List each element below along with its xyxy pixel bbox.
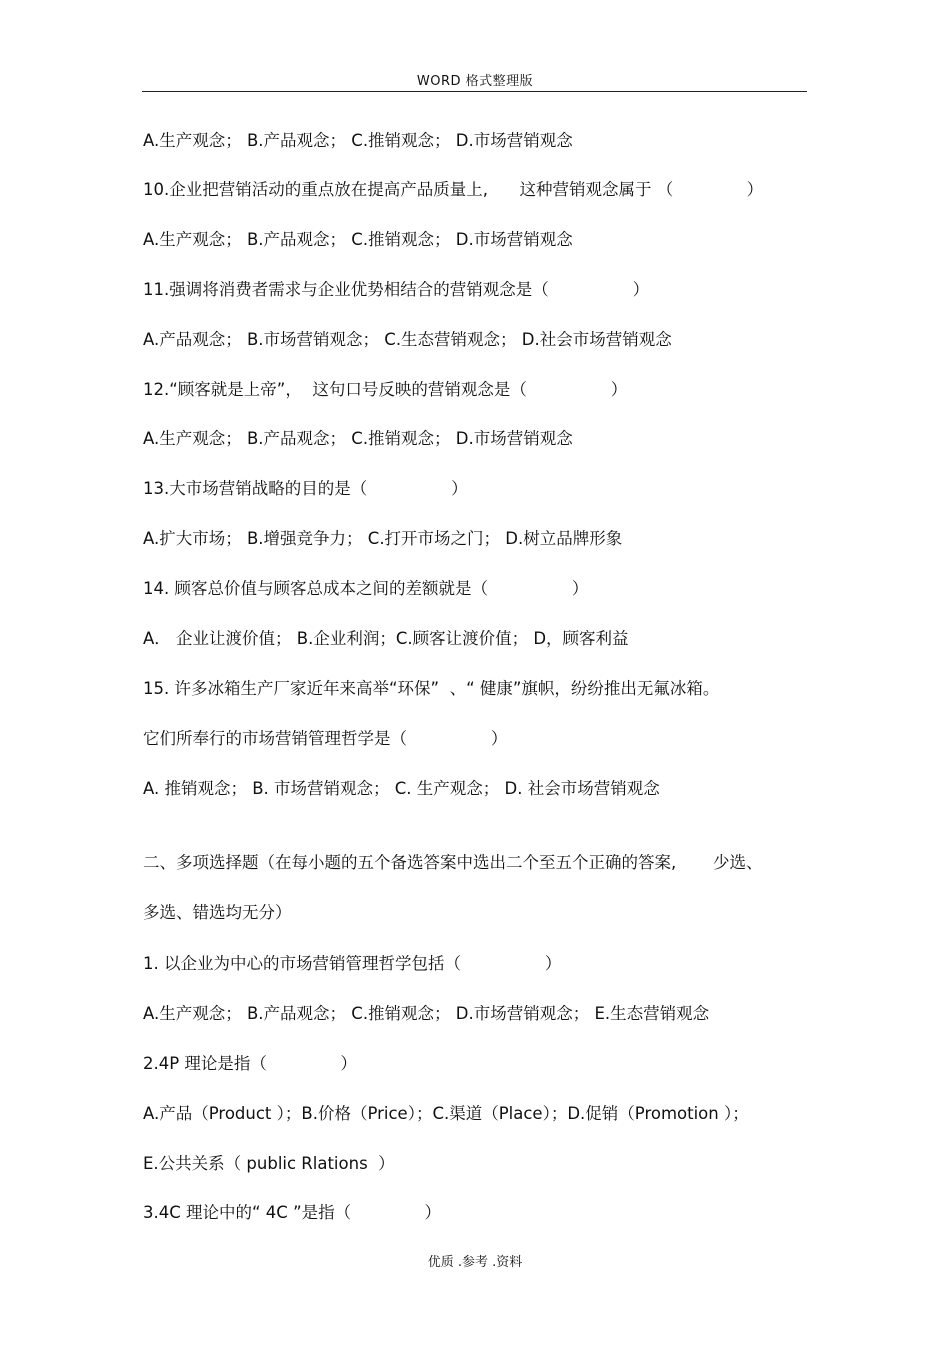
answer-options-q13: A.扩大市场； B.增强竞争力； C.打开市场之门； D.树立品牌形象 <box>143 529 623 548</box>
answer-options-q14: A． 企业让渡价值； B.企业利润；C.顾客让渡价值； D，顾客利益 <box>143 629 629 648</box>
section-heading-line-2: 多选、错选均无分） <box>143 903 292 922</box>
answer-options-q11: A.产品观念； B.市场营销观念； C.生态营销观念； D.社会市场营销观念 <box>143 330 672 349</box>
question-15-line-1: 15. 许多冰箱生产厂家近年来高举“环保” 、“ 健康”旗帜，纷纷推出无氟冰箱。 <box>143 679 720 698</box>
question-15-line-2: 它们所奉行的市场营销管理哲学是（ ） <box>143 729 508 748</box>
answer-options-mq2-line-2: E.公共关系（ public Rlations ） <box>143 1154 395 1173</box>
question-11: 11.强调将消费者需求与企业优势相结合的营销观念是（ ） <box>143 280 650 299</box>
question-12: 12.“顾客就是上帝”， 这句口号反映的营销观念是（ ） <box>143 380 628 399</box>
answer-options-q15: A. 推销观念； B. 市场营销观念； C. 生产观念； D. 社会市场营销观念 <box>143 779 660 798</box>
multi-question-3: 3.4C 理论中的“ 4C ”是指（ ） <box>143 1203 442 1222</box>
answer-options-q12: A.生产观念； B.产品观念； C.推销观念； D.市场营销观念 <box>143 429 573 448</box>
answer-options-q10: A.生产观念； B.产品观念； C.推销观念； D.市场营销观念 <box>143 230 573 249</box>
header-rule <box>142 91 807 92</box>
multi-question-1: 1. 以企业为中心的市场营销管理哲学包括（ ） <box>143 954 562 973</box>
question-14: 14. 顾客总价值与顾客总成本之间的差额就是（ ） <box>143 579 589 598</box>
section-heading-line-1: 二、多项选择题（在每小题的五个备选答案中选出二个至五个正确的答案, 少选、 <box>143 853 763 872</box>
answer-options-mq1: A.生产观念； B.产品观念； C.推销观念； D.市场营销观念； E.生态营销观念 <box>143 1004 710 1023</box>
answer-options-q9: A.生产观念； B.产品观念； C.推销观念； D.市场营销观念 <box>143 131 573 150</box>
page-header: WORD 格式整理版 <box>416 74 534 89</box>
question-10: 10.企业把营销活动的重点放在提高产品质量上, 这种营销观念属于 （ ） <box>143 180 764 199</box>
answer-options-mq2-line-1: A.产品（Product ）；B.价格（Price）；C.渠道（Place）；D.促销（Promotion ）； <box>143 1104 749 1123</box>
multi-question-2: 2.4P 理论是指（ ） <box>143 1054 357 1073</box>
question-13: 13.大市场营销战略的目的是（ ） <box>143 479 468 498</box>
page-footer: 优质 .参考 .资料 <box>427 1255 523 1270</box>
